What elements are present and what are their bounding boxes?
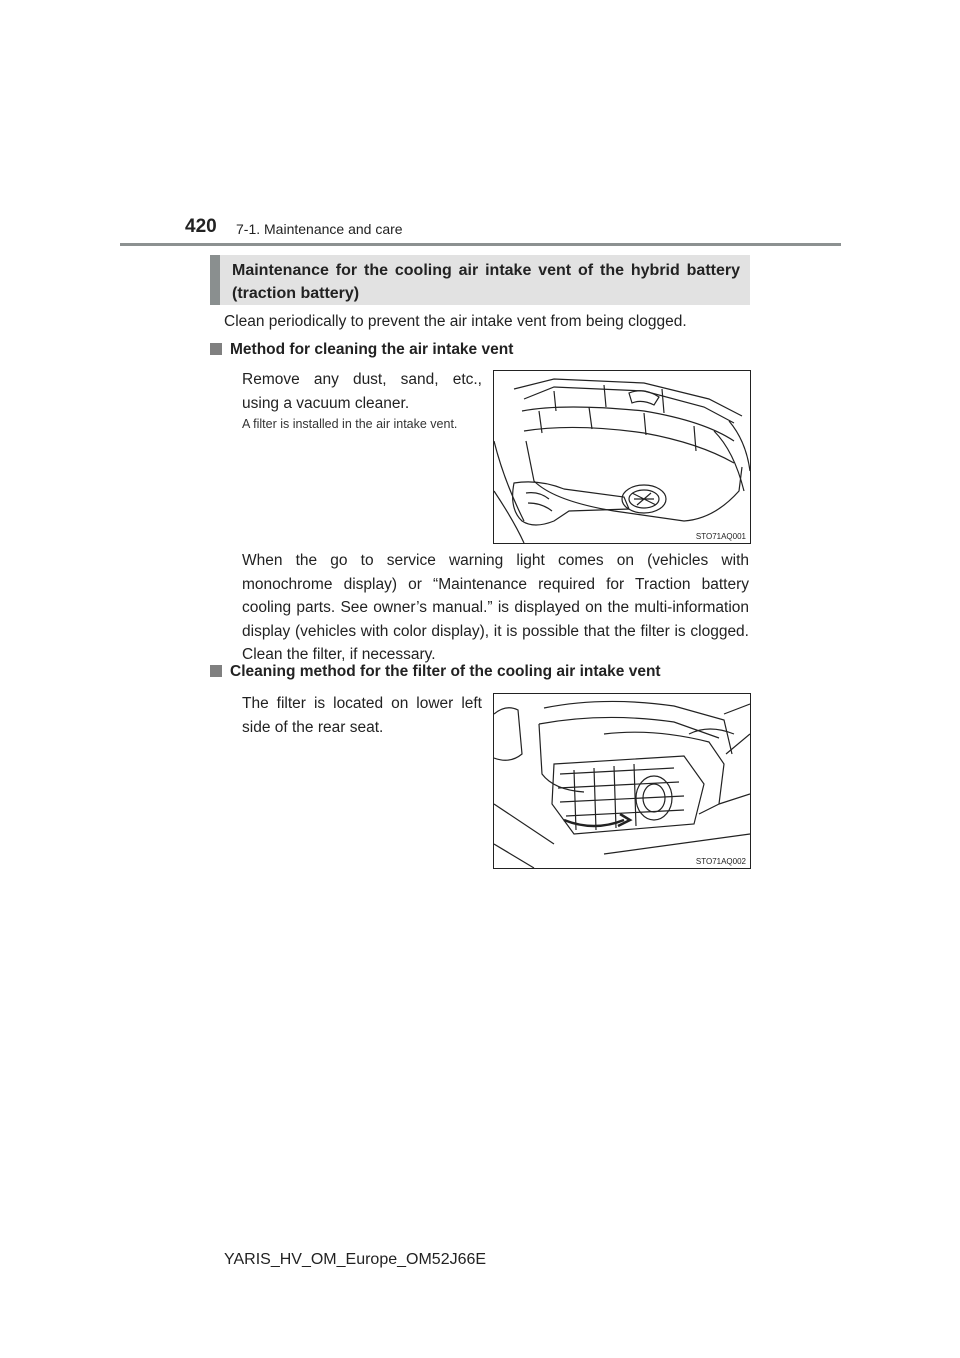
footer-document-id: YARIS_HV_OM_Europe_OM52J66E [224, 1251, 487, 1268]
intro-text: Clean periodically to prevent the air intake vent from being clogged. [224, 313, 687, 330]
subheading-cleaning-vent-text: Method for cleaning the air intake vent [230, 341, 514, 358]
vacuum-vent-drawing [494, 371, 750, 543]
figure-code-2: STO71AQ002 [695, 857, 746, 866]
subheading-cleaning-filter [210, 663, 661, 681]
page-number: 420 [185, 216, 217, 237]
filter-location-text: The filter is located on lower left side of the rear seat. [242, 695, 482, 736]
section-title-box [210, 255, 750, 305]
square-bullet-icon [210, 343, 222, 355]
square-bullet-icon [210, 665, 222, 677]
illustration-vacuum-vent [493, 370, 751, 544]
header-rule [120, 243, 841, 246]
filter-note: A filter is installed in the air intake vent. [242, 417, 458, 431]
subheading-cleaning-vent [210, 341, 513, 359]
figure-code-1: STO71AQ001 [695, 532, 746, 541]
section-title: Maintenance for the cooling air intake vent of the hybrid battery (traction battery) [232, 262, 740, 302]
illustration-filter-location [493, 693, 751, 869]
warning-paragraph: When the go to service warning light comes on (vehicles with monochrome display) or “Maintenance required for Traction battery cooling parts. See owner’s manual.” is displayed on the multi-information display (vehicles with color display), it is possible that the filter is clogged. Clean the filter, if necessary. [242, 552, 749, 663]
vacuum-instruction: Remove any dust, sand, etc., using a vacuum cleaner. [242, 371, 482, 412]
subheading-cleaning-filter-text: Cleaning method for the filter of the cooling air intake vent [230, 663, 661, 680]
filter-location-drawing [494, 694, 750, 868]
section-label: 7-1. Maintenance and care [236, 221, 403, 237]
